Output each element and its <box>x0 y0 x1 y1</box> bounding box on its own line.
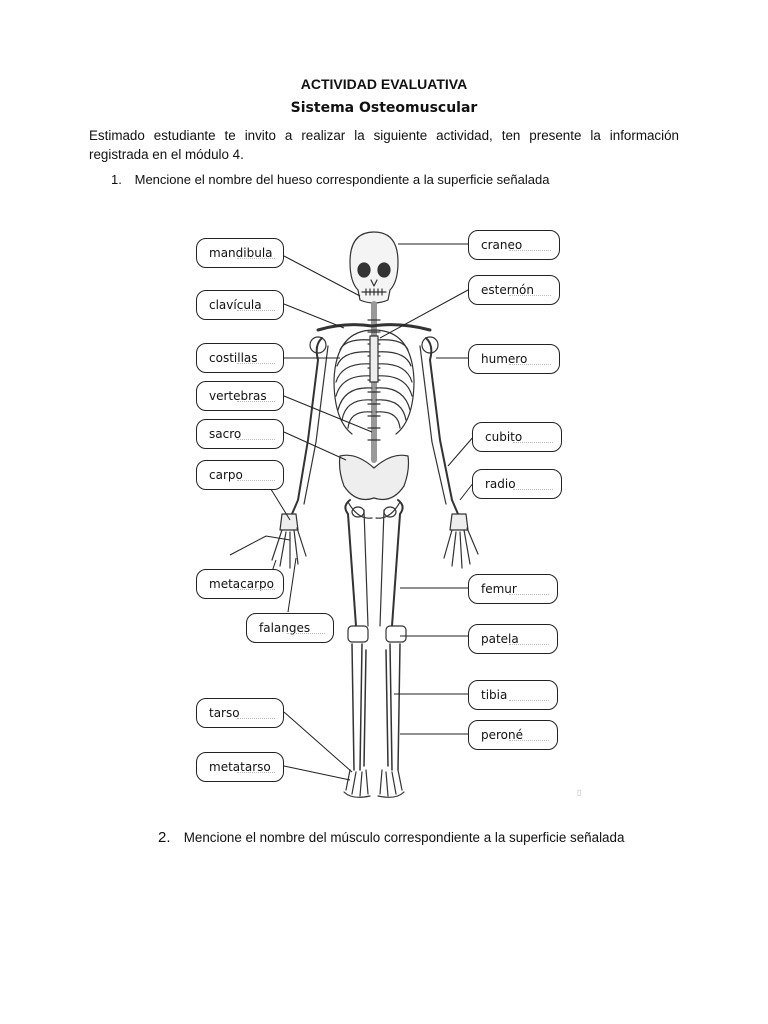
label-esternon: esternón <box>468 275 560 305</box>
label-clavicula: clavícula <box>196 290 284 320</box>
label-patela: patela <box>468 624 558 654</box>
question-1-text: Mencione el nombre del hueso correspondiente a la superficie señalada <box>134 172 550 187</box>
page-title: ACTIVIDAD EVALUATIVA <box>300 76 468 92</box>
label-humero: humero <box>468 344 560 374</box>
question-2-number: 2. <box>158 829 171 846</box>
hands-drawing <box>272 514 478 568</box>
watermark-mark: ▯ <box>577 788 582 797</box>
label-vertebras: vertebras <box>196 381 284 411</box>
intro-paragraph: Estimado estudiante te invito a realizar la siguiente actividad, ten presente la información registrada en el módulo 4. <box>89 128 679 162</box>
label-craneo: craneo <box>468 230 560 260</box>
skull-drawing <box>350 232 398 303</box>
label-costillas: costillas <box>196 343 284 373</box>
label-perone: peroné <box>468 720 558 750</box>
page-subtitle: Sistema Osteomuscular <box>290 100 478 116</box>
label-metacarpo: metacarpo <box>196 569 284 599</box>
label-mandibula: mandibula <box>196 238 284 268</box>
label-femur: femur <box>468 574 558 604</box>
label-cubito: cubito <box>472 422 562 452</box>
label-radio: radio <box>472 469 562 499</box>
label-tibia: tibia <box>468 680 558 710</box>
label-metatarso: metatarso <box>196 752 284 782</box>
legs-drawing <box>345 500 406 770</box>
question-2 <box>158 829 624 846</box>
label-falanges: falanges <box>246 613 334 643</box>
question-2-text: Mencione el nombre del músculo correspondiente a la superficie señalada <box>183 830 625 845</box>
pelvis-drawing <box>340 455 409 518</box>
label-carpo: carpo <box>196 460 284 490</box>
label-sacro: sacro <box>196 419 284 449</box>
feet-drawing <box>344 770 404 797</box>
label-tarso: tarso <box>196 698 284 728</box>
question-1-number: 1. <box>111 172 122 187</box>
